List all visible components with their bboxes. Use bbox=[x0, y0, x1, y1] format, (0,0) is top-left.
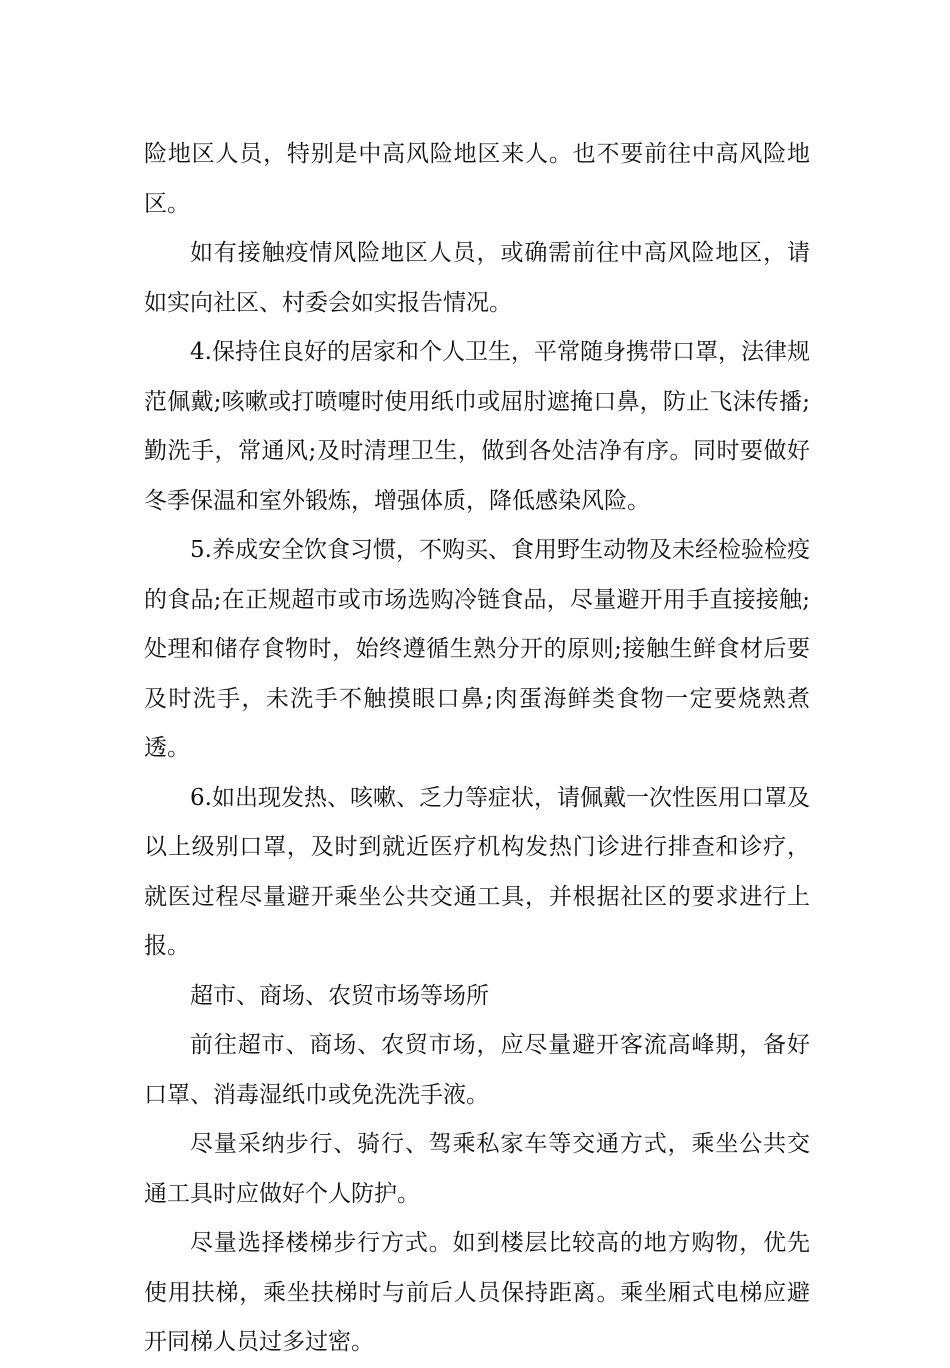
document-body bbox=[144, 130, 810, 1368]
paragraph-continuation: 险地区人员，特别是中高风险地区来人。也不要前往中高风险地区。 bbox=[144, 141, 810, 217]
paragraph-market: 前往超市、商场、农贸市场，应尽量避开客流高峰期，备好口罩、消毒湿纸巾或免洗洗手液。 bbox=[144, 1032, 810, 1108]
section-heading: 超市、商场、农贸市场等场所 bbox=[190, 982, 489, 1009]
paragraph-item-5: 5.养成安全饮食习惯，不购买、食用野生动物及未经检验检疫的食品;在正规超市或市场选购冷链食品，尽量避开用手直接接触;处理和储存食物时，始终遵循生熟分开的原则;接触生鲜食材后要及时洗手，未洗手不触摸眼口鼻;肉蛋海鲜类食物一定要烧熟煮透。 bbox=[144, 537, 810, 761]
paragraph-item-6: 6.如出现发热、咳嗽、乏力等症状，请佩戴一次性医用口罩及以上级别口罩，及时到就近医疗机构发热门诊进行排查和诊疗，就医过程尽量避开乘坐公共交通工具，并根据社区的要求进行上报。 bbox=[144, 784, 810, 959]
paragraph-stairs: 尽量选择楼梯步行方式。如到楼层比较高的地方购物，优先使用扶梯，乘坐扶梯时与前后人员保持距离。乘坐厢式电梯应避开同梯人员过多过密。 bbox=[144, 1230, 810, 1355]
paragraph-item-4: 4.保持住良好的居家和个人卫生，平常随身携带口罩，法律规范佩戴;咳嗽或打喷嚏时使用纸巾或屈肘遮掩口鼻，防止飞沫传播;勤洗手，常通风;及时清理卫生，做到各处洁净有序。同时要做好冬季保温和室外锻炼，增强体质，降低感染风险。 bbox=[144, 339, 810, 514]
paragraph-transport: 尽量采纳步行、骑行、驾乘私家车等交通方式，乘坐公共交通工具时应做好个人防护。 bbox=[144, 1131, 810, 1207]
paragraph-report: 如有接触疫情风险地区人员，或确需前往中高风险地区，请如实向社区、村委会如实报告情况。 bbox=[144, 240, 810, 316]
